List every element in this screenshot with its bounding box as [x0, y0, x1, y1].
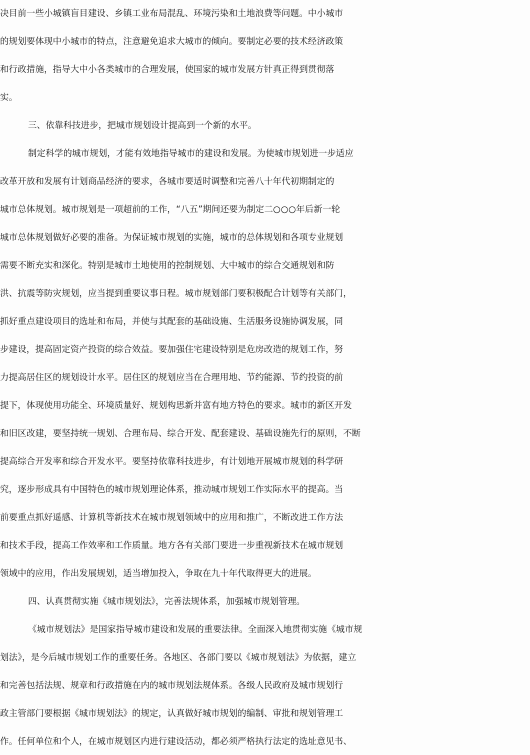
section-heading: 四、认真贯彻实施《城市规划法》，完善法规体系，加强城市规划管理。: [28, 597, 306, 607]
text-line: 划法》，是今后城市规划工作的重要任务。各地区、各部门要以《城市规划法》为依据，建立: [0, 653, 357, 663]
text-line: 和完善包括法规、规章和行政措施在内的城市规划法规体系。各级人民政府及城市规划行: [0, 681, 344, 691]
text-line: 改革开放和发展有计划商品经济的要求，各城市要适时调整和完善八十年代初期制定的: [0, 177, 335, 187]
paragraph-start: 制定科学的城市规划，才能有效地指导城市的建设和发展。为使城市规划进一步适应: [28, 149, 354, 159]
text-line: 提下，体现使用功能全、环境质量好、规划构思新并富有地方特色的要求。城市的新区开发: [0, 401, 352, 411]
text-line: 城市总体规划。城市规划是一项超前的工作，“八五”期间还要为制定二○○○年后新一轮: [0, 205, 341, 215]
text-line: 和技术手段，提高工作效率和工作质量。地方各有关部门要进一步重视新技术在城市规划: [0, 541, 344, 551]
text-line: 决目前一些小城镇盲目建设、乡镇工业布局混乱、环境污染和土地浪费等问题。中小城市: [0, 9, 344, 19]
text-line: 实。: [0, 93, 18, 103]
text-line: 抓好重点建设项目的选址和布局，并使与其配套的基础设施、生活服务设施协调发展，同: [0, 317, 344, 327]
text-line: 提高综合开发率和综合开发水平。要坚持依靠科技进步，有计划地开展城市规划的科学研: [0, 457, 344, 467]
text-line: 需要不断充实和深化。特别是城市土地使用的控制规划、大中城市的综合交通规划和防: [0, 261, 335, 271]
text-line: 洪、抗震等防灾规划，应当提到重要议事日程。城市规划部门要积极配合计划等有关部门，: [0, 289, 352, 299]
text-line: 前要重点抓好遥感、计算机等新技术在城市规划领域中的应用和推广，不断改进工作方法: [0, 513, 344, 523]
text-line: 和行政措施，指导大中小各类城市的合理发展，使国家的城市发展方针真正得到贯彻落: [0, 65, 335, 75]
section-heading: 三、依靠科技进步，把城市规划设计提高到一个新的水平。: [28, 121, 257, 131]
text-line: 领域中的应用，作出发展规划，适当增加投入，争取在九十年代取得更大的进展。: [0, 569, 317, 579]
text-line: 城市总体规划做好必要的准备。为保证城市规划的实施，城市的总体规划和各项专业规划: [0, 233, 344, 243]
text-line: 和旧区改建，要坚持统一规划、合理布局、综合开发、配套建设、基础设施先行的原则，不断: [0, 429, 361, 439]
text-line: 政主管部门要根据《城市规划法》的规定，认真做好城市规划的编制、审批和规划管理工: [0, 709, 344, 719]
paragraph-start: 《城市规划法》是国家指导城市建设和发展的重要法律。全面深入地贯彻实施《城市规: [28, 625, 363, 635]
text-line: 究，逐步形成具有中国特色的城市规划理论体系，推动城市规划工作实际水平的提高。当: [0, 485, 344, 495]
text-line: 步建设，提高固定资产投资的综合效益。要加强住宅建设特别是危房改造的规划工作，努: [0, 345, 344, 355]
text-line: 力提高居住区的规划设计水平。居住区的规划应当在合理用地、节约能源、节约投资的前: [0, 373, 344, 383]
text-line: 作。任何单位和个人，在城市规划区内进行建设活动，都必须严格执行法定的选址意见书、: [0, 737, 352, 747]
text-line: 的规划要体现中小城市的特点，注意避免追求大城市的倾向。要制定必要的技术经济政策: [0, 37, 344, 47]
